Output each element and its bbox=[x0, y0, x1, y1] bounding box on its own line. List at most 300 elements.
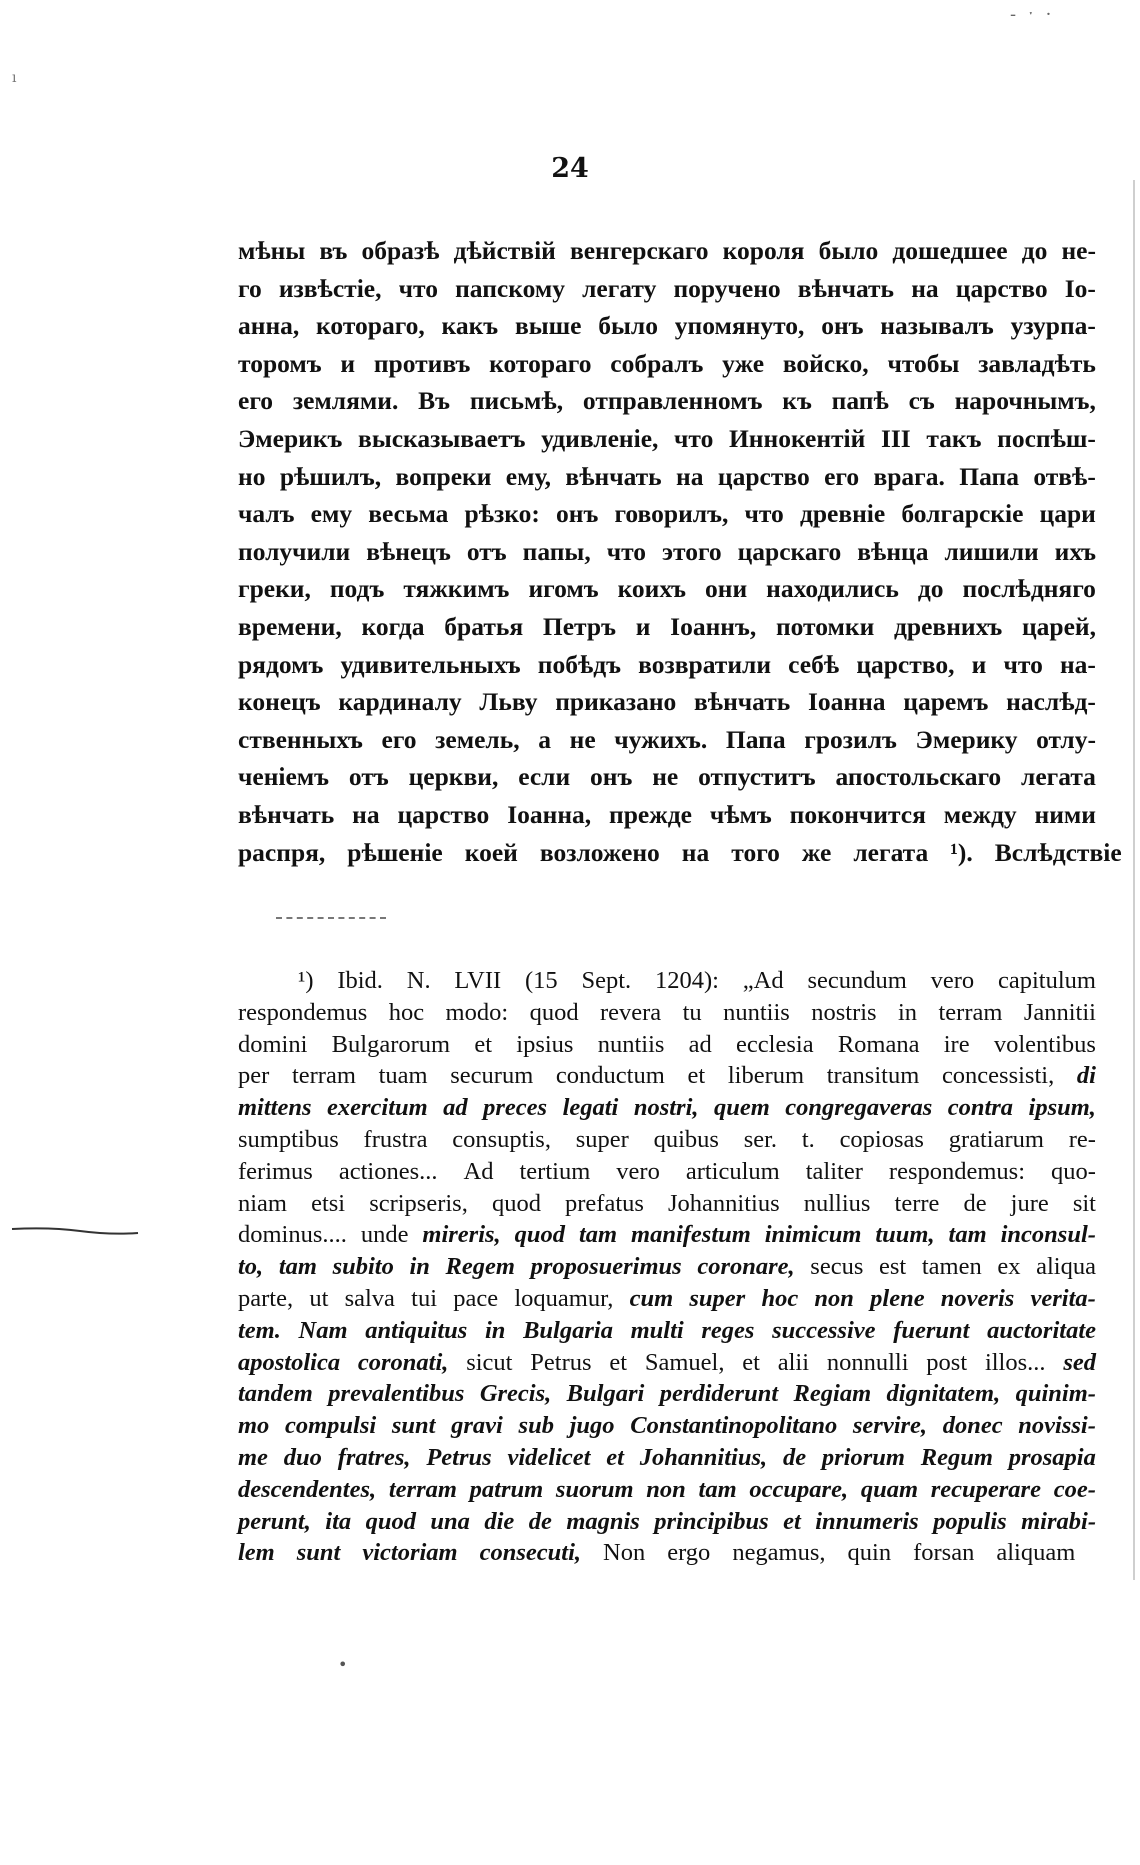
word: вѣнчать bbox=[565, 461, 662, 491]
text-line bbox=[238, 1537, 1096, 1569]
margin-pencil-mark bbox=[10, 1225, 140, 1235]
word: что bbox=[744, 499, 784, 529]
word: легату bbox=[582, 273, 657, 303]
word: mittens bbox=[238, 1094, 312, 1122]
text-line bbox=[238, 646, 1096, 684]
word: папѣ bbox=[831, 386, 889, 416]
word: если bbox=[518, 762, 571, 792]
scan-speck-left: ı bbox=[12, 70, 17, 86]
text-line bbox=[238, 1442, 1096, 1474]
word: не bbox=[569, 724, 596, 754]
word: 1204): bbox=[655, 967, 719, 994]
word: ему bbox=[310, 499, 353, 529]
word: отправленномъ bbox=[582, 386, 763, 416]
word: цари bbox=[1039, 499, 1096, 529]
word: quod bbox=[491, 1189, 541, 1217]
word: de bbox=[782, 1443, 807, 1471]
word: образѣ bbox=[361, 236, 440, 265]
word: войско, bbox=[782, 348, 869, 378]
word: revera bbox=[599, 998, 662, 1026]
word: упомянуто, bbox=[674, 311, 805, 341]
word: III bbox=[880, 423, 911, 453]
word: respondemus bbox=[238, 998, 368, 1026]
word: inimicum bbox=[764, 1221, 862, 1249]
word: sicut bbox=[466, 1348, 513, 1376]
word: Вслѣдствіе bbox=[994, 837, 1122, 867]
text-line bbox=[238, 495, 1096, 533]
word: царство bbox=[955, 273, 1048, 303]
word: donec bbox=[942, 1412, 1003, 1440]
scan-speck-bottom: • bbox=[338, 1655, 348, 1674]
word: me bbox=[238, 1443, 268, 1471]
word: duo bbox=[283, 1443, 322, 1471]
word: отъ bbox=[466, 536, 507, 566]
word: папы, bbox=[522, 536, 591, 566]
word: nuntiis bbox=[723, 998, 790, 1026]
word: поручено bbox=[673, 273, 781, 303]
word: до bbox=[1021, 236, 1048, 265]
word: вѣнца bbox=[857, 536, 929, 566]
word: онъ bbox=[821, 311, 864, 341]
word: tuam bbox=[378, 1062, 428, 1090]
word: sub bbox=[518, 1412, 554, 1440]
word: завладѣть bbox=[978, 348, 1096, 378]
word: volentibus bbox=[993, 1030, 1096, 1058]
word: super bbox=[689, 1284, 746, 1312]
word: prosapia bbox=[1008, 1443, 1096, 1471]
word: Льву bbox=[479, 687, 538, 717]
word: высказываетъ bbox=[358, 423, 526, 453]
word: этого bbox=[661, 536, 722, 566]
word: венгерскаго bbox=[569, 236, 709, 265]
word: principibus bbox=[654, 1507, 769, 1535]
word: respondemus: bbox=[888, 1157, 1025, 1185]
word: когда bbox=[361, 611, 425, 641]
text-line bbox=[238, 232, 1096, 270]
word: до bbox=[917, 574, 944, 604]
word: et bbox=[742, 1348, 760, 1376]
word: Samuel, bbox=[644, 1348, 725, 1376]
word: такъ bbox=[926, 423, 982, 453]
word: proposuerimus bbox=[530, 1253, 682, 1281]
word: exercitum bbox=[326, 1094, 428, 1122]
word: post bbox=[926, 1348, 968, 1376]
word: Въ bbox=[418, 386, 451, 416]
word: sit bbox=[1072, 1189, 1096, 1217]
word: preces bbox=[483, 1094, 548, 1122]
word: не bbox=[652, 762, 679, 792]
footnote-separator bbox=[276, 917, 386, 919]
word: отвѣ- bbox=[1033, 461, 1096, 491]
word: на bbox=[681, 837, 710, 867]
word: securum bbox=[450, 1062, 534, 1090]
word: царемъ bbox=[903, 687, 989, 717]
word: tam bbox=[578, 1221, 618, 1249]
word: quem bbox=[713, 1094, 770, 1122]
word: Іоаннъ, bbox=[670, 611, 757, 641]
word: его bbox=[824, 461, 860, 491]
word: sunt bbox=[296, 1539, 341, 1567]
word: коей bbox=[464, 837, 518, 867]
word: было bbox=[818, 236, 879, 265]
word: patrum bbox=[469, 1475, 544, 1503]
word: чѣмъ bbox=[709, 799, 772, 829]
word: приказано bbox=[555, 687, 677, 717]
word: novissi- bbox=[1018, 1412, 1096, 1440]
word: vero bbox=[616, 1157, 660, 1185]
word: ему, bbox=[505, 461, 552, 491]
word: prevalentibus bbox=[328, 1380, 465, 1408]
word: тяжкимъ bbox=[403, 574, 510, 604]
word: nostris bbox=[811, 998, 877, 1026]
word: церкви, bbox=[408, 762, 499, 792]
word: compulsi bbox=[284, 1412, 377, 1440]
word: ecclesia bbox=[736, 1030, 814, 1058]
word: папскому bbox=[455, 273, 565, 303]
word: вопреки bbox=[395, 461, 492, 491]
word: vero bbox=[930, 967, 975, 994]
word: побѣдъ bbox=[537, 649, 622, 679]
word: нарочнымъ, bbox=[954, 386, 1096, 416]
text-line bbox=[238, 1219, 1096, 1251]
word: на bbox=[911, 273, 939, 303]
word: Regem bbox=[445, 1253, 515, 1281]
word: Regum bbox=[920, 1443, 993, 1471]
word: съ bbox=[908, 386, 935, 416]
word: царство bbox=[717, 461, 810, 491]
word: concessisti, bbox=[941, 1062, 1055, 1090]
word: Папа bbox=[725, 724, 786, 754]
word: perunt, bbox=[238, 1507, 311, 1535]
word: котораго, bbox=[316, 311, 425, 341]
word: tu bbox=[682, 998, 702, 1026]
word: et bbox=[609, 1348, 628, 1376]
word: subito bbox=[332, 1253, 394, 1281]
word: descendentes, bbox=[238, 1475, 377, 1503]
word: уже bbox=[722, 348, 765, 378]
word: conductum bbox=[555, 1062, 665, 1090]
word: actiones... bbox=[338, 1157, 438, 1185]
word: aliquam bbox=[996, 1539, 1076, 1567]
word: non bbox=[814, 1284, 854, 1312]
word: письмѣ, bbox=[469, 386, 564, 416]
word: frustra bbox=[363, 1125, 428, 1153]
word: себѣ bbox=[788, 649, 840, 679]
text-line bbox=[238, 1124, 1096, 1156]
word: что bbox=[674, 423, 714, 453]
word: рѣшеніе bbox=[347, 837, 443, 867]
word: innumeris bbox=[815, 1507, 919, 1535]
word: Jannitii bbox=[1023, 998, 1096, 1026]
word: (15 bbox=[524, 967, 558, 994]
word: торомъ bbox=[238, 348, 322, 378]
word: populis bbox=[933, 1507, 1007, 1535]
word: liberum bbox=[727, 1062, 805, 1090]
word: Constantinopolitano bbox=[630, 1412, 838, 1440]
word: secus bbox=[810, 1253, 864, 1281]
word: онъ bbox=[556, 499, 599, 529]
word: они bbox=[705, 574, 748, 604]
word: что bbox=[1003, 649, 1043, 679]
word: to, bbox=[238, 1253, 264, 1281]
word: nullius bbox=[803, 1189, 871, 1217]
text-line bbox=[238, 570, 1096, 608]
word: Johannitius bbox=[668, 1189, 780, 1217]
word: gravi bbox=[451, 1412, 503, 1440]
word: кардиналу bbox=[338, 687, 462, 717]
word: per bbox=[238, 1062, 270, 1090]
word: Эмерикъ bbox=[238, 423, 343, 453]
word: короля bbox=[722, 236, 805, 265]
word: Non bbox=[603, 1539, 646, 1567]
text-line bbox=[238, 1378, 1096, 1410]
word: царство bbox=[397, 799, 490, 829]
word: quod bbox=[514, 1221, 566, 1249]
word: nonnulli bbox=[826, 1348, 909, 1376]
word: in bbox=[484, 1316, 506, 1344]
word: извѣстіе, bbox=[278, 273, 382, 303]
footnote bbox=[238, 965, 1096, 1569]
word: contra bbox=[947, 1094, 1014, 1122]
word: ad bbox=[688, 1030, 712, 1058]
word: dignitatem, bbox=[886, 1380, 1001, 1408]
word: удивленіе, bbox=[541, 423, 659, 453]
word: sed bbox=[1063, 1348, 1096, 1376]
word: Папа bbox=[959, 461, 1019, 491]
word: super bbox=[575, 1125, 629, 1153]
word: противъ bbox=[373, 348, 471, 378]
word: потомки bbox=[775, 611, 875, 641]
word: LVII bbox=[454, 967, 502, 994]
word: auctoritate bbox=[987, 1316, 1096, 1344]
main-text bbox=[238, 232, 1122, 871]
text-line bbox=[238, 1283, 1096, 1315]
word: Petrus bbox=[426, 1443, 492, 1471]
word: го bbox=[238, 273, 262, 303]
word: прежде bbox=[609, 799, 692, 829]
word: подъ bbox=[329, 574, 385, 604]
word: Sept. bbox=[581, 967, 632, 994]
word: ita bbox=[325, 1507, 352, 1535]
word: на bbox=[676, 461, 704, 491]
word: а bbox=[538, 724, 551, 754]
word: coronati, bbox=[357, 1348, 449, 1376]
word: pace bbox=[453, 1284, 499, 1312]
word: апостольскаго bbox=[835, 762, 1002, 792]
word: non bbox=[646, 1475, 686, 1503]
word: чужихъ. bbox=[614, 724, 708, 754]
word: отпуститъ bbox=[698, 762, 816, 792]
word: рѣзко: bbox=[464, 499, 540, 529]
word: etsi bbox=[311, 1189, 346, 1217]
word: Nam bbox=[298, 1316, 348, 1344]
word: Bulgarorum bbox=[331, 1030, 451, 1058]
word: и bbox=[340, 348, 356, 378]
word: чтобы bbox=[887, 348, 960, 378]
word: Ibid. bbox=[337, 967, 383, 994]
word: forsan bbox=[913, 1539, 975, 1567]
text-line bbox=[238, 1347, 1096, 1379]
text-line bbox=[238, 420, 1096, 458]
word: что bbox=[606, 536, 647, 566]
word: собралъ bbox=[610, 348, 704, 378]
word: Regiam bbox=[793, 1380, 872, 1408]
word: una bbox=[430, 1507, 470, 1535]
word: tamen bbox=[921, 1253, 982, 1281]
word: называлъ bbox=[880, 311, 994, 341]
word: ipsum, bbox=[1028, 1094, 1096, 1122]
word: Іо- bbox=[1064, 273, 1096, 303]
text-line bbox=[238, 345, 1096, 383]
text-line bbox=[238, 997, 1096, 1029]
word: recuperare bbox=[930, 1475, 1041, 1503]
scan-speck-top: ‐ ˑ · bbox=[1010, 4, 1055, 25]
word: земель, bbox=[435, 724, 520, 754]
word: между bbox=[943, 799, 1017, 829]
word: Петръ bbox=[542, 611, 616, 641]
word: servire, bbox=[852, 1412, 928, 1440]
word: вѣнчать bbox=[694, 687, 791, 717]
word: мѣны bbox=[238, 236, 306, 265]
word: scripseris, bbox=[369, 1189, 468, 1217]
word: къ bbox=[782, 386, 812, 416]
word: весьма bbox=[368, 499, 449, 529]
word: jure bbox=[1010, 1189, 1049, 1217]
word: царей, bbox=[1021, 611, 1096, 641]
word: terram bbox=[938, 998, 1003, 1026]
text-line bbox=[238, 1410, 1096, 1442]
word: вѣнчать bbox=[238, 799, 335, 829]
word: videlicet bbox=[507, 1443, 591, 1471]
word: узурпа- bbox=[1010, 311, 1096, 341]
word: successive bbox=[772, 1316, 876, 1344]
word: вѣнецъ bbox=[366, 536, 451, 566]
word: domini bbox=[238, 1030, 308, 1058]
word: inconsul- bbox=[1000, 1221, 1096, 1249]
word: ergo bbox=[667, 1539, 711, 1567]
word: царство, bbox=[856, 649, 955, 679]
word: copiosas bbox=[839, 1125, 924, 1153]
word: распря, bbox=[238, 837, 326, 867]
word: N. bbox=[406, 967, 431, 994]
word: salva bbox=[344, 1284, 395, 1312]
text-line bbox=[238, 758, 1096, 796]
word: alii bbox=[777, 1348, 810, 1376]
word: древнихъ bbox=[894, 611, 1003, 641]
word: вѣнчать bbox=[797, 273, 895, 303]
word: игомъ bbox=[528, 574, 599, 604]
word: легата bbox=[853, 837, 929, 867]
word: de bbox=[528, 1507, 552, 1535]
word: nostri, bbox=[633, 1094, 699, 1122]
word: t. bbox=[801, 1125, 815, 1153]
text-line bbox=[238, 1029, 1096, 1061]
word: tam bbox=[948, 1221, 987, 1249]
word: анна, bbox=[238, 311, 300, 341]
word: дошедшее bbox=[892, 236, 1008, 265]
word: его bbox=[238, 386, 274, 416]
word: victoriam bbox=[362, 1539, 458, 1567]
word: noveris bbox=[940, 1284, 1015, 1312]
word: ad bbox=[443, 1094, 468, 1122]
word: чалъ bbox=[238, 499, 295, 529]
word: quibus bbox=[653, 1125, 719, 1153]
word: удивительныхъ bbox=[340, 649, 521, 679]
word: aliqua bbox=[1036, 1253, 1096, 1281]
word: древніе bbox=[799, 499, 886, 529]
word: re- bbox=[1068, 1125, 1096, 1153]
word: отъ bbox=[348, 762, 389, 792]
text-line bbox=[238, 533, 1096, 571]
word: quinim- bbox=[1015, 1380, 1096, 1408]
word: mireris, bbox=[422, 1221, 501, 1249]
word: ire bbox=[943, 1030, 970, 1058]
word: terram bbox=[291, 1062, 356, 1090]
text-line bbox=[238, 307, 1096, 345]
word: legati bbox=[562, 1094, 619, 1122]
word: consuptis, bbox=[452, 1125, 551, 1153]
word: quam bbox=[860, 1475, 918, 1503]
word: modo: bbox=[445, 998, 509, 1026]
word: articulum bbox=[685, 1157, 780, 1185]
word: perdiderunt bbox=[659, 1380, 779, 1408]
word: parte, bbox=[238, 1284, 294, 1312]
word: et bbox=[687, 1062, 706, 1090]
word: какъ bbox=[441, 311, 499, 341]
word: и bbox=[635, 611, 651, 641]
text-line bbox=[238, 1060, 1096, 1092]
word: capitulum bbox=[998, 967, 1096, 994]
word: Bulgaria bbox=[523, 1316, 613, 1344]
word: болгарскіе bbox=[901, 499, 1024, 529]
word: cum bbox=[629, 1284, 674, 1312]
word: lem bbox=[238, 1539, 275, 1567]
word: грозилъ bbox=[804, 724, 897, 754]
word: не- bbox=[1061, 236, 1096, 265]
text-line bbox=[238, 965, 1096, 997]
word: tui bbox=[411, 1284, 438, 1312]
word: sunt bbox=[391, 1412, 436, 1440]
word: Petrus bbox=[530, 1348, 592, 1376]
word: consecuti, bbox=[479, 1539, 582, 1567]
text-line bbox=[238, 683, 1096, 721]
word: Іоанна, bbox=[507, 799, 592, 829]
word: ¹) bbox=[298, 967, 314, 994]
word: времени, bbox=[238, 611, 342, 641]
word: tuum, bbox=[875, 1221, 935, 1249]
word: греки, bbox=[238, 574, 311, 604]
word: nuntiis bbox=[597, 1030, 665, 1058]
word: et bbox=[606, 1443, 624, 1471]
word: secundum bbox=[807, 967, 907, 994]
word: jugo bbox=[569, 1412, 615, 1440]
word: въ bbox=[319, 236, 348, 265]
text-line bbox=[238, 1156, 1096, 1188]
text-line bbox=[238, 1251, 1096, 1283]
word: niam bbox=[238, 1189, 287, 1217]
word: выше bbox=[514, 311, 582, 341]
word: Эмерику bbox=[915, 724, 1018, 754]
word: quod bbox=[365, 1507, 416, 1535]
word: terre bbox=[894, 1189, 940, 1217]
word: ихъ bbox=[1054, 536, 1096, 566]
text-line bbox=[238, 458, 1096, 496]
word: fuerunt bbox=[893, 1316, 970, 1344]
word: ut bbox=[309, 1284, 329, 1312]
word: tem. bbox=[238, 1316, 281, 1344]
word: plene bbox=[870, 1284, 925, 1312]
word: coe- bbox=[1053, 1475, 1096, 1503]
